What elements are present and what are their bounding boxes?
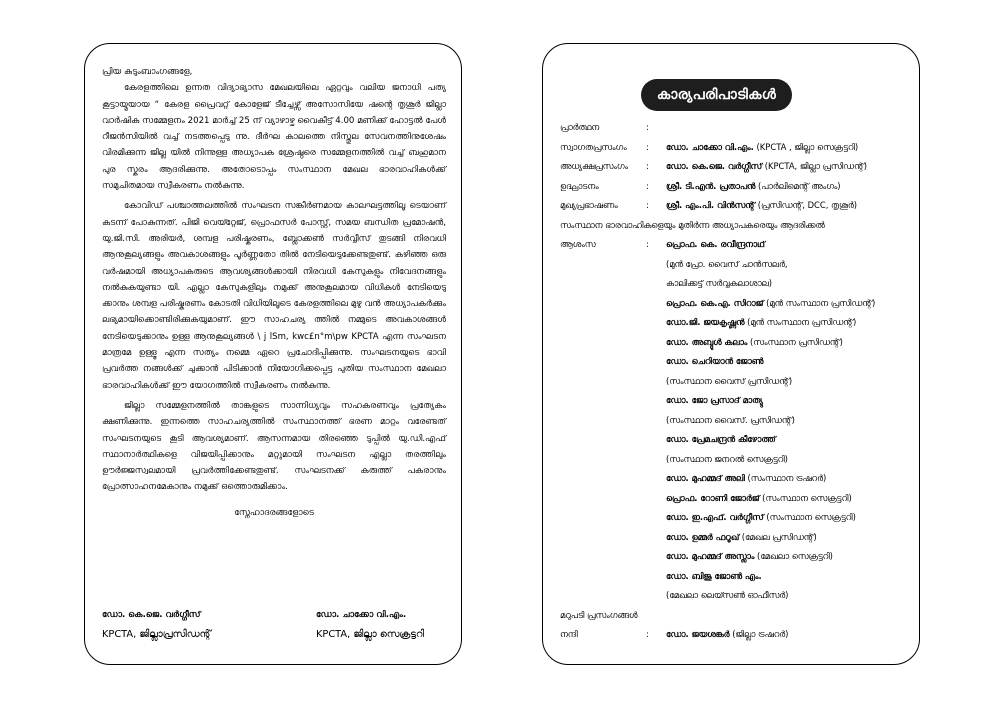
programme-item-label: സ്വാഗതപ്രസംഗം [560, 141, 627, 152]
speaker-name: ശ്രീ. ടി.എൻ. പ്രതാപൻ [666, 180, 756, 191]
letter-line: എന്ന സത്യം നമ്മെ ഏറെ പ്രചോദിപ്പിക്കുന്നു. സംഘടനയുടെ ഭാവി പ്രവർത്ത [102, 348, 447, 375]
programme-item-value [666, 625, 788, 645]
programme-item-value [666, 294, 875, 314]
speaker-name: ഡോ. മുഹമ്മദ് അസ്ലാം [666, 551, 755, 561]
programme-colon: : [646, 180, 649, 191]
letter-line: സ്കരം ആദരിക്കുന്നു. അതോടൊപ്പം സംസ്ഥാന മേഖല ഭാരവാഹികൾക്ക് [126, 164, 447, 175]
speaker-designation: (മുൻ പ്രോ. വൈസ് ചാൻസലർ, [666, 258, 788, 269]
programme-colon: : [646, 200, 649, 210]
programme-row [560, 196, 910, 216]
letter-closing: സ്നേഹാദരങ്ങളോടെ [234, 507, 314, 518]
speaker-designation: (സംസ്ഥാന വൈസ് പ്രസിഡന്റ്) [666, 375, 793, 386]
speaker-name: ഡോ. അബ്ദുൾ കലാം [666, 336, 748, 347]
speaker-designation: (പാർലിമെന്റ് അംഗം) [755, 180, 841, 191]
speaker-designation: (ജില്ലാ ട്രഷറർ) [729, 629, 789, 639]
speaker-designation: (KPCTA, ജില്ലാ പ്രസിഡന്റ്) [762, 161, 868, 171]
programme-colon: : [646, 629, 649, 639]
programme-row [560, 157, 910, 177]
letter-line: നങ്ങൾക്ക് ചുക്കാൻ പിടിക്കാൻ നിയോഗിക്കപ്പെട്ട പുതിയ സംസ്ഥാന മേഖലാ [142, 364, 446, 375]
programme-item-value [666, 177, 841, 197]
speaker-designation: (സംസ്ഥാന ട്രഷറർ) [744, 473, 827, 483]
programme-colon: : [646, 141, 649, 152]
speaker-name: ഡോ. ചാക്കോ വി.എം. [666, 141, 754, 152]
letter-line: വൈകീട്ട് 4.00 മണിക്ക് ഹോട്ടൽ പേൾ റീജൻസിയിൽ വച്ച് നടത്തപ്പെടു [102, 115, 446, 143]
letter-line: കോവിഡ് പശ്ചാത്തലത്തിൽ സംഘടന സങ്കീർണമായ കാലഘട്ടത്തിലൂ [124, 201, 406, 212]
programme-item-value [666, 430, 776, 450]
letter-line: പ്രത്യേകം ക്ഷണിക്കുന്നു. ഇന്നത്തെ സാഹചര്യത്തിൽ സംസ്ഥാനത്ത് ഭരണ [102, 400, 447, 428]
programme-item-value [666, 391, 763, 411]
programme-item-value [666, 528, 817, 548]
letter-line: ടുപ്പിൽ യു.ഡി.എഫ് സ്ഥാനാർത്ഥികളെ വിജയിപ്പിക്കാനും മറ്റുമായി [102, 433, 446, 460]
programme-row [560, 411, 910, 431]
speaker-name: പ്രൊഫ. കെ. രവീന്ദ്രനാഥ് [666, 239, 765, 249]
invitation-letter-panel [84, 43, 462, 665]
programme-row [560, 547, 910, 567]
letter-paragraph [102, 198, 446, 394]
letter-line: ന്നു. ദീർഘ കാലത്തെ നിസ്തുല സേവനത്തിനുശേഷം വിരമിക്കുന്ന ജില്ല [102, 132, 446, 159]
speaker-designation: (മേഖലാ ലെയ്സൺ ഓഫീസർ) [666, 590, 789, 600]
letter-paragraph [102, 398, 446, 496]
speaker-designation: (സംസ്ഥാന വൈസ്. പ്രസിഡന്റ്) [666, 414, 795, 425]
letter-line: തിൽ നേടിയെടുക്കേണ്ടതുണ്ട്. കഴിഞ്ഞ ഒരു വർഷമായി അധ്യാപകരുടെ [102, 250, 446, 277]
programme-row [560, 313, 910, 333]
programme-row [560, 333, 910, 353]
speaker-designation: (സംസ്ഥാന സെക്രട്ടറി) [763, 512, 856, 522]
letter-salutation: പ്രിയ കുടുംബാംഗങ്ങളേ, [102, 67, 193, 77]
programme-row [560, 606, 910, 626]
letter-line: മാറ്റം വരേണ്ടത് സംഘടനയുടെ കൂടി ആവശ്യമാണ്. ആസന്നമായ തിരഞ്ഞെ [102, 417, 446, 444]
letter-body [102, 64, 446, 521]
programme-row [560, 216, 910, 236]
speaker-name: ഡോ.ജി. ജയകൃഷ്ണൻ [666, 317, 745, 327]
letter-paragraphs [102, 80, 446, 495]
programme-item-value [666, 255, 788, 275]
letter-line: \ j lSm, kwc£n°m\pw KPCTA എന്ന സംഘടന മാത്രമേ ഉള്ളൂ [102, 331, 447, 359]
programme-row [560, 372, 910, 392]
speaker-name: ഡോ. ഇ.എഫ്. വർഗ്ഗീസ് [666, 512, 764, 522]
programme-row [560, 235, 910, 255]
programme-row [560, 138, 910, 158]
programme-panel [542, 43, 920, 665]
programme-row [560, 508, 910, 528]
letter-line: സർവ്വീസ് തുടങ്ങി നിരവധി ആനുകൂല്യങ്ങളും അവകാശങ്ങളും പൂർണ്ണതോ [102, 233, 447, 261]
programme-row [560, 567, 910, 587]
signature-secretary [316, 606, 424, 644]
programme-item-value [666, 313, 856, 333]
programme-item-value [666, 508, 856, 528]
programme-row [560, 430, 910, 450]
programme-row [560, 352, 910, 372]
speaker-name: ഡോ. കെ.ജെ. വർഗ്ഗീസ് [666, 161, 763, 171]
letter-paragraph [102, 80, 446, 194]
letter-line: കേരളത്തിലെ ഉന്നത വിദ്യാഭ്യാസ മേഖലയിലെ ഏറ്റവും വലിയ ജനാധി [124, 83, 421, 94]
speaker-designation: കാലിക്കട്ട് സർവ്വകലാശാല) [666, 278, 772, 288]
programme-item-value [666, 274, 772, 294]
programme-item-value [666, 567, 762, 587]
programme-list [560, 118, 910, 645]
speaker-name: പ്രൊഫ. കെ.എ. സിറാജ് [666, 297, 764, 308]
letter-line: യിൽ നിന്നുള്ള അധ്യാപക ശ്രേഷ്ഠരെ സമ്മേളനത്തിൽ വച്ച് ബഹുമാന പുര [102, 148, 446, 175]
signature-president [102, 606, 211, 644]
speaker-name: ഡോ. ബിജു ജോൺ എം. [666, 570, 762, 581]
programme-item-value [666, 352, 763, 372]
speaker-designation: (സംസ്ഥാന പ്രസിഡന്റ്) [747, 336, 843, 347]
programme-item-value [666, 333, 843, 353]
letter-line: സംഘടന എല്ലാ തരത്തിലും ഊർജ്ജസ്വലമായി പ്രവർത്തിക്കേണ്ടതുണ്ട്. [102, 449, 447, 477]
programme-item-value [666, 547, 833, 567]
programme-item-label: മുഖ്യപ്രഭാഷണം [560, 200, 618, 210]
programme-row [560, 274, 910, 294]
programme-item-value [666, 411, 795, 431]
programme-item-value [666, 372, 792, 392]
programme-row [560, 391, 910, 411]
letter-line: ഷന്റെ തൃശൂർ ജില്ലാ വാർഷിക സമ്മേളനം 2021 മാർച്ച് 25 ന് വ്യാഴാഴ്ച [102, 99, 447, 126]
signature-role: KPCTA, ജില്ലാപ്രസിഡന്റ് [102, 629, 211, 640]
letter-line: പത്യ കൂട്ടായ്മയായ “ കേരള പ്രൈവറ്റ് കോളേജ് ടീച്ചേഴ്സ് അസോസിയേ [102, 83, 447, 110]
programme-item-label: പ്രാർത്ഥന [560, 122, 600, 132]
speaker-designation: (മേഖലാ സെക്രട്ടറി) [754, 551, 833, 561]
speaker-name: ഡോ. ജോ പ്രസാദ് മാത്യു [666, 395, 763, 405]
programme-item-label: ആശംസ [560, 239, 596, 249]
signature-role: KPCTA, ജില്ലാ സെക്രട്ടറി [316, 629, 425, 640]
speaker-designation: (മേഖല പ്രസിഡന്റ്) [739, 531, 817, 542]
programme-item-heading: സംസ്ഥാന ഭാരവാഹികളെയും മുതിർന്ന അധ്യാപകരെയും ആദരിക്കൽ [560, 219, 825, 230]
speaker-designation: (സംസ്ഥാന സെക്രട്ടറി) [759, 492, 852, 503]
programme-colon: : [646, 239, 649, 249]
speaker-name: ഡോ. പ്രേമചന്ദ്രൻ കീഴോത്ത് [666, 434, 776, 444]
programme-colon: : [646, 122, 649, 132]
speaker-designation: (സംസ്ഥാന ജനറൽ സെക്രട്ടറി) [666, 453, 788, 464]
programme-row [560, 177, 910, 197]
programme-item-value [666, 450, 788, 470]
programme-item-value [666, 196, 857, 216]
speaker-designation: (മുൻ സംസ്ഥാന പ്രസിഡന്റ്) [744, 317, 857, 327]
speaker-name: ഡോ. ഉമ്മർ ഫറൂഖ് [666, 531, 740, 542]
speaker-designation: (മുൻ സംസ്ഥാന പ്രസിഡന്റ്) [763, 297, 876, 308]
speaker-name: ഡോ. മുഹമ്മദ് അലി [666, 473, 745, 483]
letter-line: സമുചിതമായ സ്വീകരണം നൽകുന്നു. [102, 181, 245, 192]
speaker-name: ഡോ. ചെറിയാൻ ജോൺ [666, 356, 764, 366]
programme-row [560, 118, 910, 138]
letter-line: വൻ അധ്യാപകർക്കും ലഭ്യമായിക്കൊണ്ടിരിക്കുകയുമാണ്. ഈ സാഹചര്യ [102, 299, 446, 326]
letter-line: ഭാരവാഹികൾക്ക് ഈ യോഗത്തിൽ സ്വീകരണം നൽകുന്നു. [102, 380, 331, 391]
programme-row [560, 586, 910, 606]
programme-row [560, 528, 910, 548]
programme-item-value [666, 586, 788, 606]
programme-row [560, 489, 910, 509]
letter-line: ജില്ലാ സമ്മേളനത്തിൽ താങ്കളുടെ സാന്നിധ്യവും സഹകരണവും [124, 400, 399, 411]
letter-line: ആവശ്യങ്ങൾക്കായി നിരവധി കേസുകളും നിവേദനങ്ങളും നൽകുകയുണ്ടാ [102, 266, 447, 293]
speaker-designation: (പ്രസിഡന്റ്, DCC, തൃശൂർ) [755, 200, 858, 210]
letter-line: ക്കാനും ശമ്പള പരിഷ്കരണം കോടതി വിധിയിലൂടെ കേരളത്തിലെ മുഴു [102, 299, 362, 310]
programme-colon: : [646, 161, 649, 171]
programme-item-heading: മറുപടി പ്രസംഗങ്ങൾ [560, 609, 638, 620]
speaker-designation: (KPCTA , ജില്ലാ സെക്രട്ടറി) [753, 141, 859, 152]
letter-line: ഒത്തൊരുമിക്കാം. [221, 482, 288, 493]
speaker-name: ശ്രീ. എം.പി. വിൻസന്റ് [666, 200, 756, 210]
programme-row [560, 294, 910, 314]
programme-row [560, 469, 910, 489]
programme-item-value [666, 157, 867, 177]
speaker-name: ഡോ. ജയശങ്കർ [666, 629, 730, 639]
programme-item-value [666, 469, 826, 489]
letter-line: യി. എല്ലാ കേസുകളിലും നമുക്ക് അനുകൂലമായ വിധികൾ നേടിയെടു [167, 282, 446, 293]
programme-row [560, 450, 910, 470]
letter-line: ത്തിൽ നമ്മുടെ അവകാശങ്ങൾ നേടിയെടുക്കാനും ഉള്ള ആനുകൂല്യങ്ങൾ [102, 315, 447, 342]
letter-line: സംഘടനക്ക് കരുത്ത് പകരാനും പ്രോത്സാഹനമേകാനും നമുക്ക് [102, 466, 447, 493]
programme-item-value [666, 235, 765, 255]
letter-line: ടെയാണ് കടന്ന് പോകുന്നത്. പിജി വെയ്റ്റേജ്, പ്രൊഫസർ പോസ്റ്റ്, സമയ [102, 201, 447, 228]
signature-name: ഡോ. ചാക്കോ വി.എം. [316, 610, 407, 620]
programme-title: കാര്യപരിപാടികൾ [641, 79, 792, 111]
speaker-name: പ്രൊഫ. റോണി ജോർജ് [666, 492, 760, 503]
signature-name: ഡോ. കെ.ജെ. വർഗ്ഗീസ് [102, 610, 201, 620]
letter-line: ബന്ധിത പ്രമോഷൻ, യു.ജി.സി. അരിയർ, ശമ്പള പരിഷ്കരണം, ബ്ലോക്കൺ [102, 217, 447, 244]
programme-row [560, 625, 910, 645]
programme-item-label: അധ്യക്ഷപ്രസംഗം [560, 161, 629, 171]
programme-item-label: നന്ദി [560, 629, 578, 639]
programme-row [560, 255, 910, 275]
programme-item-value [666, 138, 858, 158]
programme-item-value [666, 489, 852, 509]
programme-item-label: ഉദ്ഘാടനം [560, 180, 599, 191]
